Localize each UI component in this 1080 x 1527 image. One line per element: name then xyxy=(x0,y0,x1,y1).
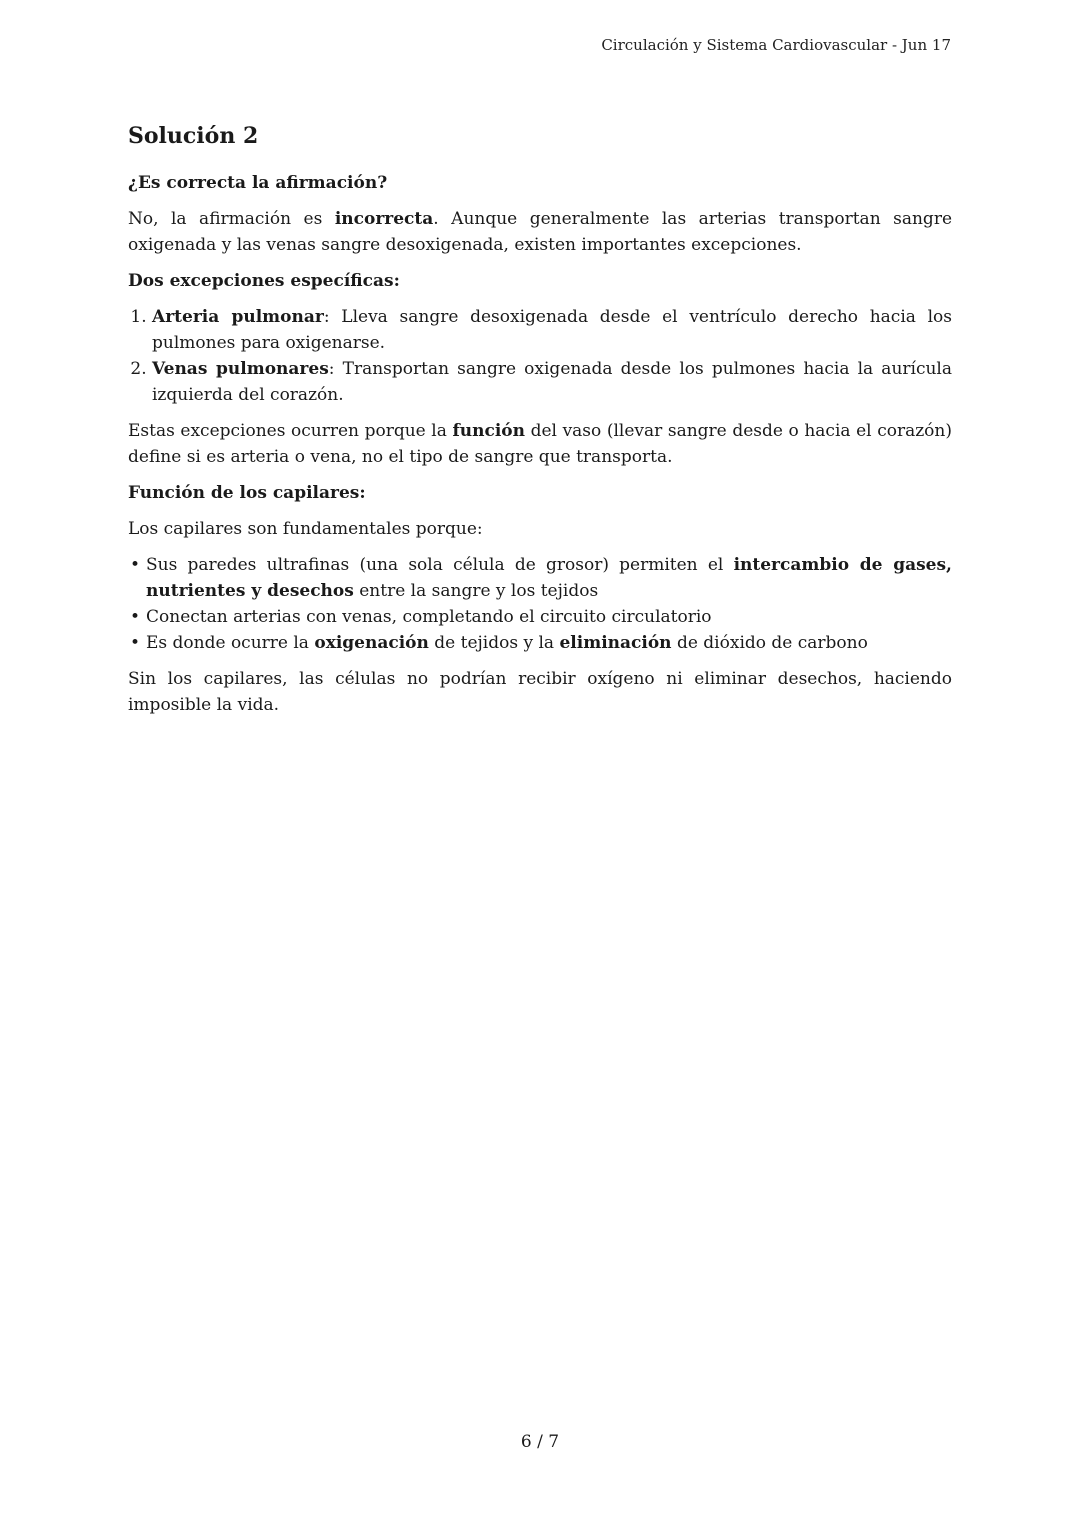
bullet-icon: • xyxy=(130,607,141,627)
paragraph-explanation xyxy=(128,418,952,470)
list-item xyxy=(152,304,952,356)
running-header: Circulación y Sistema Cardiovascular - Jun 17 xyxy=(601,36,951,54)
list-item xyxy=(130,630,952,656)
text-segment: del vaso (llevar sangre desde o hacia el corazón) define si es arteria o vena, no el tipo de sangre que transporta. xyxy=(128,421,952,467)
text-segment: de dióxido de carbono xyxy=(671,633,868,653)
bold-term: Arteria pulmonar xyxy=(152,307,324,327)
page-title: Solución 2 xyxy=(128,123,259,149)
text-segment: Sus paredes ultrafinas (una sola célula de grosor) permiten el xyxy=(146,555,734,575)
list-item-text: : Transportan sangre oxigenada desde los pulmones hacia la aurícula izquierda del corazón. xyxy=(152,359,952,405)
paragraph-closing: Sin los capilares, las células no podrían recibir oxígeno ni eliminar desechos, haciendo imposible la vida. xyxy=(128,669,952,715)
document-body xyxy=(128,120,952,728)
capillaries-list xyxy=(128,552,952,656)
bold-term: incorrecta xyxy=(334,209,434,229)
section-heading-capillaries: Función de los capilares: xyxy=(128,483,366,503)
bold-term: función xyxy=(452,421,526,441)
bold-term: Venas pulmonares xyxy=(152,359,329,379)
text-segment: . Aunque generalmente las arterias transportan sangre oxigenada y las venas sangre desoxigenada, existen importantes excepciones. xyxy=(128,209,953,255)
bold-term: intercambio de gases, nutrientes y desechos xyxy=(146,555,952,601)
text-segment: Conectan arterias con venas, completando el circuito circulatorio xyxy=(146,607,712,627)
text-segment: No, la afirmación es xyxy=(128,209,335,229)
list-item xyxy=(130,552,952,604)
bullet-icon: • xyxy=(130,633,141,653)
text-segment: Es donde ocurre la xyxy=(146,633,315,653)
page-number: 6 / 7 xyxy=(520,1432,560,1452)
paragraph-answer xyxy=(128,206,952,258)
list-item-text: : Lleva sangre desoxigenada desde el ventrículo derecho hacia los pulmones para oxigenarse. xyxy=(152,307,953,353)
text-segment: entre la sangre y los tejidos xyxy=(353,581,599,601)
bold-term: eliminación xyxy=(559,633,672,653)
exceptions-list xyxy=(128,304,952,408)
bold-term: oxigenación xyxy=(314,633,429,653)
text-segment: Estas excepciones ocurren porque la xyxy=(128,421,453,441)
text-segment: de tejidos y la xyxy=(428,633,560,653)
list-item xyxy=(130,604,952,630)
paragraph-intro: Los capilares son fundamentales porque: xyxy=(128,519,483,539)
section-heading-affirmation: ¿Es correcta la afirmación? xyxy=(128,173,388,193)
list-item xyxy=(152,356,952,408)
bullet-icon: • xyxy=(130,555,141,575)
section-heading-exceptions: Dos excepciones específicas: xyxy=(128,271,400,291)
